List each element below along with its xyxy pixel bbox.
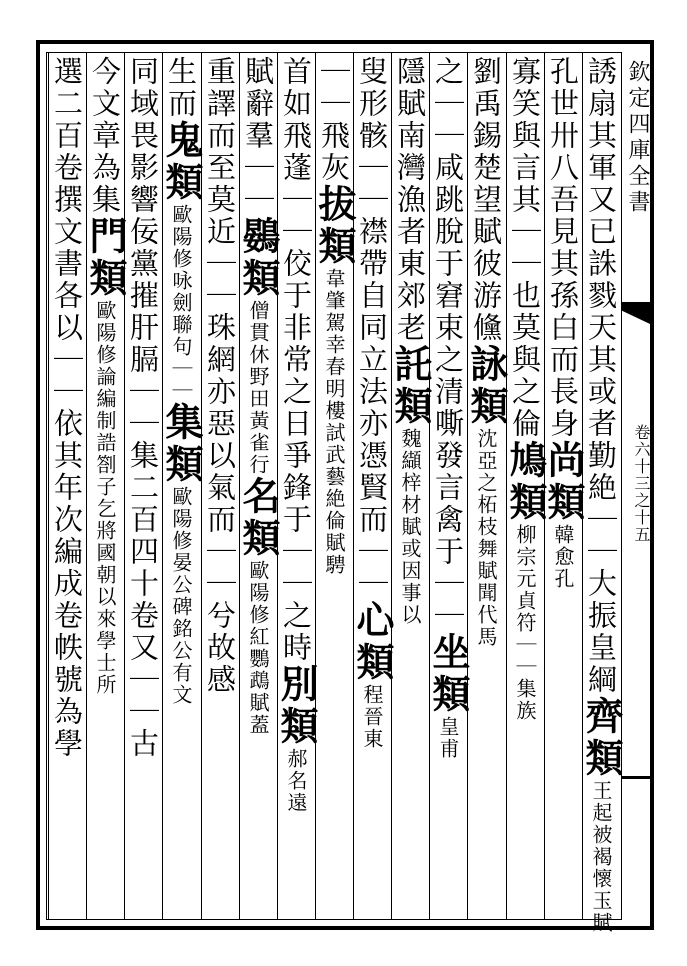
text-column: [426, 56, 471, 760]
source-note: 郝名遠: [284, 748, 308, 814]
column-text: 首如飛蓬｜｜: [279, 56, 313, 248]
source-note: 韋肇駕幸春明樓試武藝絶倫賦騁: [322, 268, 346, 576]
category-heading: 鳩類: [503, 440, 548, 524]
text-column: [126, 56, 160, 760]
category-heading: 詠類: [464, 344, 509, 428]
category-heading: 拔類: [312, 184, 357, 268]
category-heading: 齊類: [579, 696, 624, 780]
column-text: 誘扇其軍又已誅戮天其: [584, 56, 618, 376]
source-note: 歐陽修咏劍聯句｜｜: [169, 204, 193, 402]
column-rule: [48, 52, 49, 920]
column-text: 之｜｜咸跳脫于窘束: [431, 56, 465, 344]
column-text: 選二百卷: [50, 56, 84, 184]
column-text: 隱賦南灣漁者東郊老: [393, 56, 427, 344]
source-note: 王起被褐懷玉賦: [589, 780, 613, 934]
text-column: [541, 56, 586, 590]
column-text: 之清嘶發言禽于｜｜: [431, 344, 465, 632]
text-column: [274, 56, 319, 814]
column-rule: [124, 52, 125, 920]
column-rule: [86, 52, 87, 920]
text-column: [350, 56, 395, 750]
column-text: 畏影響佞黨摧肝膈｜｜: [126, 120, 160, 440]
column-text: 佼于非常之日爭鋒于｜｜之時: [279, 248, 313, 664]
text-column: [312, 56, 357, 576]
column-text: 寡笑與言其｜｜也莫與之倫: [508, 56, 542, 440]
category-heading: 心類: [350, 600, 395, 684]
source-note: 柳宗元貞符｜｜集族: [513, 524, 537, 722]
column-text: 集二百四十卷又｜｜古: [126, 440, 160, 760]
category-heading: 鬼類: [159, 120, 204, 204]
source-note: 皇甫: [436, 716, 460, 760]
column-text: 莫近｜｜珠網亦惡: [203, 184, 237, 440]
text-column: [83, 56, 128, 696]
column-text: ｜｜飛灰: [317, 56, 351, 184]
text-column: [236, 56, 281, 736]
column-text: 撰文書各以｜｜依其年次編成卷帙號為學: [50, 184, 84, 760]
source-note: 魏纈梓材賦或因事以: [398, 428, 422, 626]
text-column: [203, 56, 237, 696]
column-text: 同域: [126, 56, 160, 120]
category-heading: 門類: [83, 216, 128, 300]
text-column: [503, 56, 548, 722]
column-text: 今文章為集: [88, 56, 122, 216]
source-note: 歐陽修論編制誥劄子乞將國朝以來學士所: [93, 300, 117, 696]
category-heading: 別類: [274, 664, 319, 748]
source-note: 沈亞之柘枝舞賦聞代馬: [474, 428, 498, 648]
source-note: 韓愈孔: [551, 524, 575, 590]
book-title: 欽定四庫全書: [625, 60, 650, 216]
column-text: 以氣而｜｜兮故感: [203, 440, 237, 696]
text-column: [464, 56, 509, 648]
text-column: [50, 56, 84, 760]
source-note: 程晉東: [360, 684, 384, 750]
source-note: 僧貫休野田黃雀行: [246, 300, 270, 476]
source-note: 歐陽修紅鸚鵡賦蓋: [246, 560, 270, 736]
column-text: 立法亦憑賢而｜｜: [355, 344, 389, 600]
column-text: 孔世卅八吾見其孫白而長身: [546, 56, 580, 440]
text-column: [159, 56, 204, 706]
source-note: 歐陽修晏公碑銘公有文: [169, 486, 193, 706]
column-rule: [429, 52, 430, 920]
column-text: 或者勤絶｜｜大振皇綱: [584, 376, 618, 696]
column-rule: [467, 52, 468, 920]
column-text: 重譯而至: [203, 56, 237, 184]
category-heading: 名類: [236, 476, 281, 560]
column-text: 賦辭羣｜｜: [241, 56, 275, 216]
category-heading: 託類: [388, 344, 433, 428]
column-text: 叟形骸｜｜襟帶自同: [355, 56, 389, 344]
juan-number: 卷六十三之十五: [632, 424, 651, 543]
column-rule: [391, 52, 392, 920]
text-column: [388, 56, 433, 626]
lower-fishtail-line: [622, 776, 650, 779]
category-heading: 坐類: [426, 632, 471, 716]
column-rule: [353, 52, 354, 920]
category-heading: 尚類: [541, 440, 586, 524]
column-text: 劉禹錫楚望賦彼游儵: [469, 56, 503, 344]
category-heading: 鷃類: [236, 216, 281, 300]
text-column: [579, 56, 624, 934]
column-rule: [315, 52, 316, 920]
column-text: 生而: [164, 56, 198, 120]
category-heading: 集類: [159, 402, 204, 486]
